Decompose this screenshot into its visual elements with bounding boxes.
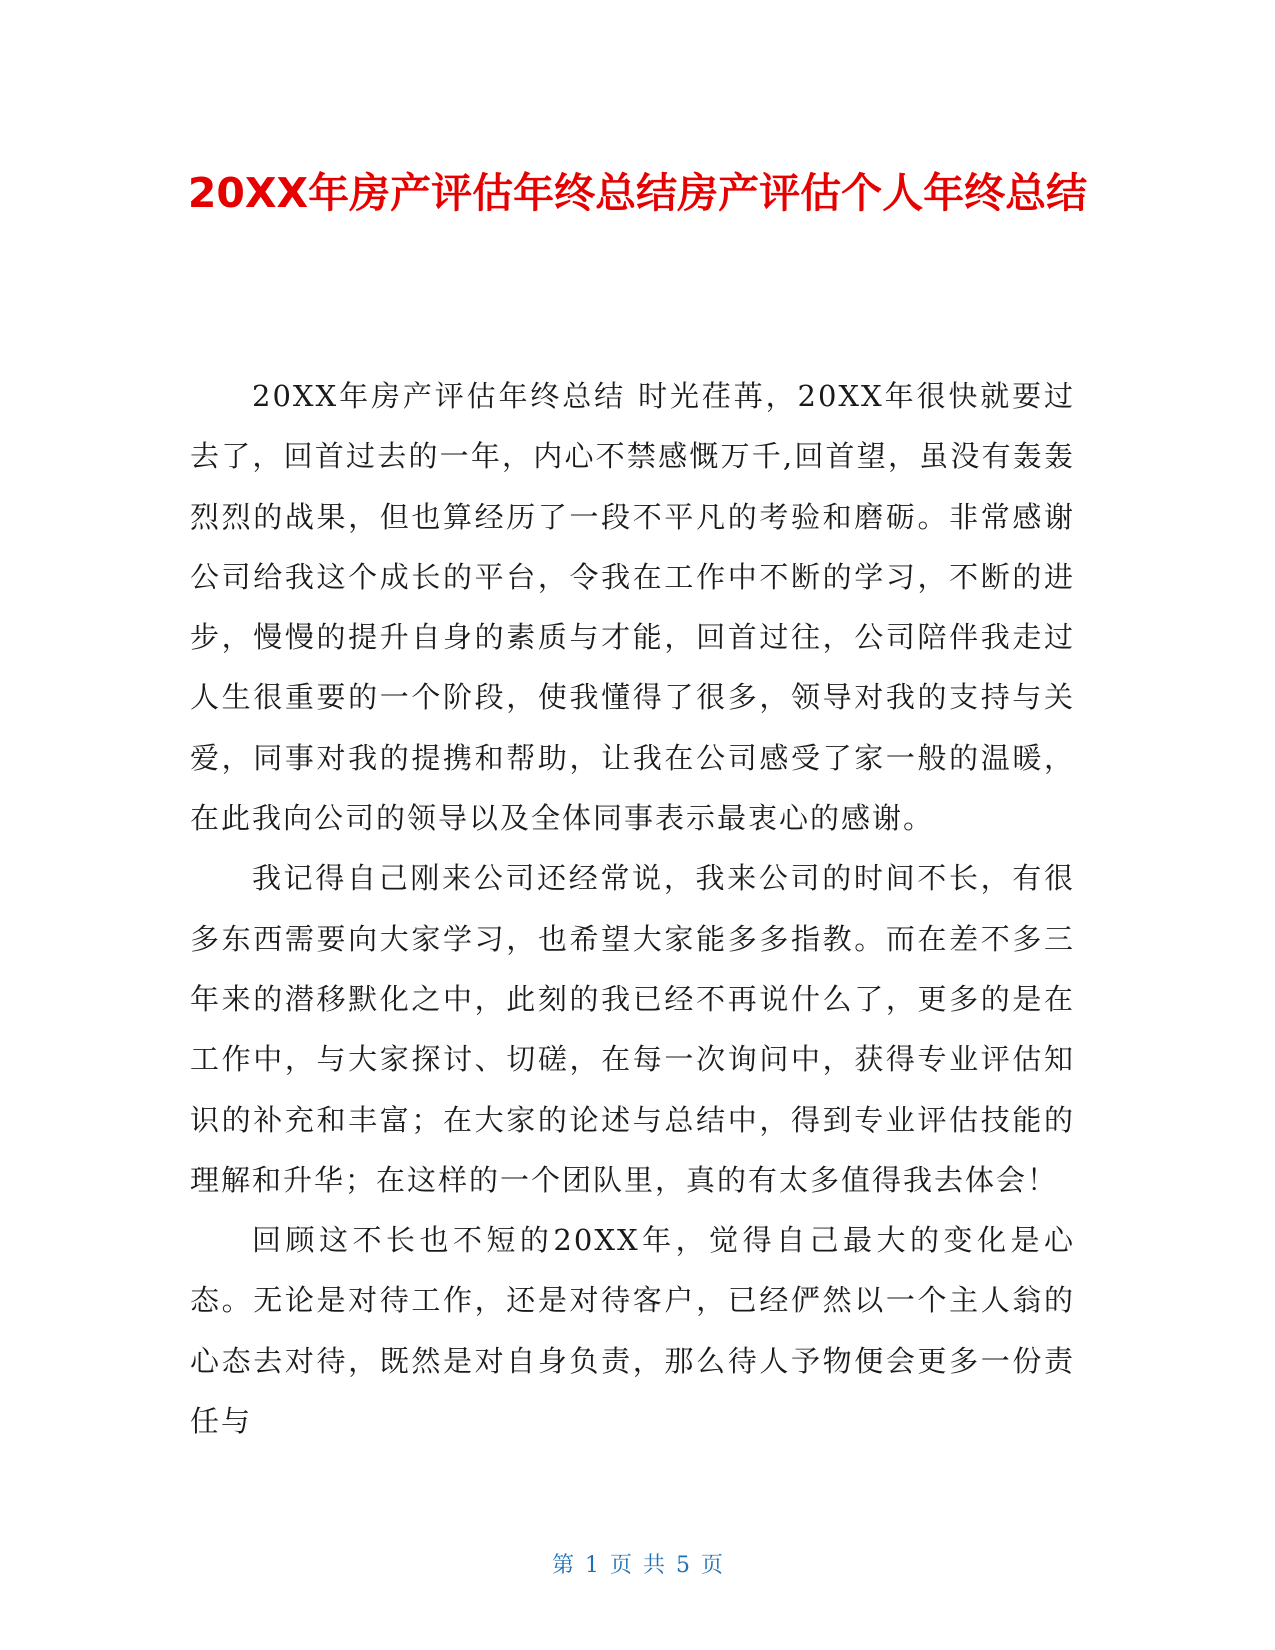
document-title: 20XX年房产评估年终总结房产评估个人年终总结 [187,169,1088,217]
document-body [190,366,1075,1451]
paragraph: 20XX年房产评估年终总结 时光荏苒，20XX年很快就要过去了，回首过去的一年，内心不禁感慨万千,回首望，虽没有轰轰烈烈的战果，但也算经历了一段不平凡的考验和磨砺。非常感谢公司给我这个成长的平台，令我在工作中不断的学习，不断的进步，慢慢的提升自身的素质与才能，回首过往，公司陪伴我走过人生很重要的一个阶段，使我懂得了很多，领导对我的支持与关爱，同事对我的提携和帮助，让我在公司感受了家一般的温暖，在此我向公司的领导以及全体同事表示最衷心的感谢。 [190,379,1075,836]
paragraph: 回顾这不长也不短的20XX年，觉得自己最大的变化是心态。无论是对待工作，还是对待客户，已经俨然以一个主人翁的心态去对待，既然是对自身负责，那么待人予物便会更多一份责任与 [190,1223,1075,1439]
paragraph: 我记得自己刚来公司还经常说，我来公司的时间不长，有很多东西需要向大家学习，也希望大家能多多指教。而在差不多三年来的潜移默化之中，此刻的我已经不再说什么了，更多的是在工作中，与大家探讨、切磋，在每一次询问中，获得专业评估知识的补充和丰富；在大家的论述与总结中，得到专业评估技能的理解和升华；在这样的一个团队里，真的有太多值得我去体会！ [190,861,1075,1197]
page-number-footer: 第 1 页 共 5 页 [552,1553,723,1578]
